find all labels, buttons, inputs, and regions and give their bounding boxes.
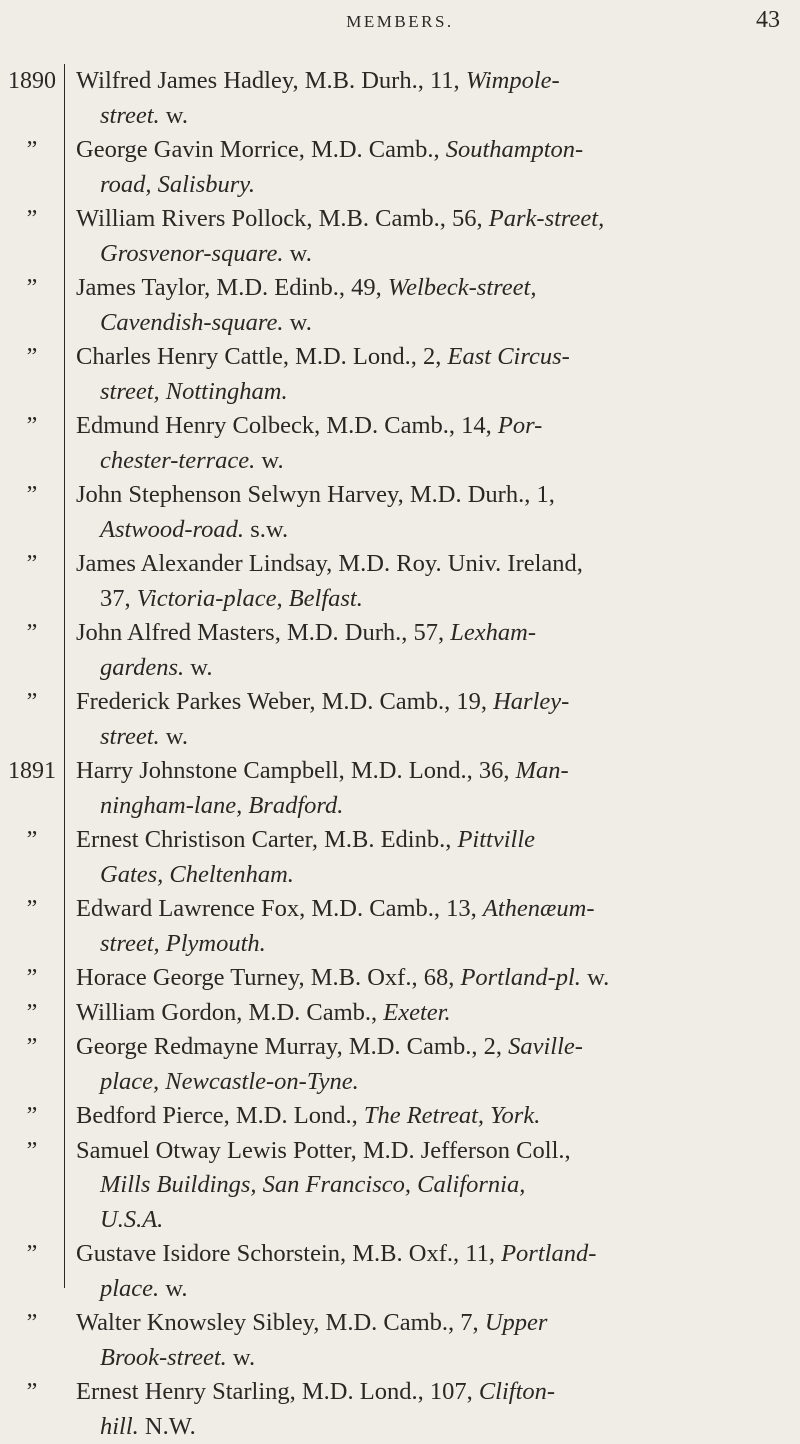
member-name: James Taylor, M.D. Edinb., 49, — [76, 274, 382, 301]
member-entry — [0, 133, 800, 202]
member-text — [76, 1306, 781, 1375]
member-address: Saville- — [508, 1033, 583, 1060]
member-address: Wimpole- — [466, 67, 560, 94]
member-text — [76, 340, 781, 409]
election-year: ” — [0, 409, 64, 444]
entry-line — [76, 996, 781, 1031]
member-text — [76, 409, 781, 478]
member-name: George Redmayne Murray, M.D. Camb., 2, — [76, 1033, 502, 1060]
member-text — [76, 547, 781, 616]
election-year: ” — [0, 823, 64, 858]
entry-line — [76, 237, 781, 272]
postal-district: w. — [581, 964, 609, 991]
postal-district: N.W. — [139, 1413, 196, 1440]
member-entry — [0, 271, 800, 340]
election-year: ” — [0, 1306, 64, 1341]
member-name: Harry Johnstone Campbell, M.D. Lond., 36, — [76, 757, 509, 784]
entry-line — [76, 444, 781, 479]
member-address-continued: gardens. — [100, 654, 184, 681]
election-year: ” — [0, 1099, 64, 1134]
member-address: Pittville — [457, 826, 535, 853]
member-address: The Retreat, York. — [364, 1102, 541, 1129]
member-address-continued: Brook-street. — [100, 1344, 227, 1371]
entry-line — [76, 616, 781, 651]
member-address-continued: Astwood-road. — [100, 516, 244, 543]
entry-line — [76, 582, 781, 617]
member-entry — [0, 1030, 800, 1099]
entry-line — [76, 823, 781, 858]
entry-line — [76, 892, 781, 927]
member-address: Clifton- — [479, 1378, 555, 1405]
page-number: 43 — [756, 7, 780, 34]
entry-line — [76, 858, 781, 893]
entry-line — [76, 133, 781, 168]
member-address: Portland-pl. — [460, 964, 580, 991]
member-list — [0, 64, 800, 1444]
member-address: Welbeck-street, — [388, 274, 537, 301]
entry-line — [76, 1065, 781, 1100]
member-address: Por- — [498, 412, 542, 439]
entry-line — [76, 340, 781, 375]
member-entry — [0, 996, 800, 1031]
member-text — [76, 961, 781, 996]
member-name: Ernest Henry Starling, M.D. Lond., 107, — [76, 1378, 473, 1405]
member-address-continued: Mills Buildings, San Francisco, California, — [100, 1171, 525, 1198]
member-text — [76, 1375, 781, 1444]
member-address-continued: street, Nottingham. — [100, 378, 288, 405]
member-text — [76, 271, 781, 340]
entry-line — [76, 1237, 781, 1272]
election-year: ” — [0, 340, 64, 375]
member-text — [76, 616, 781, 685]
member-address-continued: street. — [100, 102, 160, 129]
member-address-continued: Gates, Cheltenham. — [100, 861, 294, 888]
entry-line — [76, 927, 781, 962]
member-name: William Rivers Pollock, M.B. Camb., 56, — [76, 205, 483, 232]
entry-line — [76, 375, 781, 410]
member-name: Bedford Pierce, M.D. Lond., — [76, 1102, 358, 1129]
member-entry — [0, 547, 800, 616]
member-name: Edmund Henry Colbeck, M.D. Camb., 14, — [76, 412, 492, 439]
entry-line — [76, 720, 781, 755]
entry-line — [76, 1272, 781, 1307]
entry-line — [76, 1030, 781, 1065]
postal-district: w. — [283, 240, 311, 267]
member-address-continued: Grosvenor-square. — [100, 240, 283, 267]
member-address: Harley- — [493, 688, 569, 715]
election-year: ” — [0, 685, 64, 720]
member-name: Wilfred James Hadley, M.B. Durh., 11, — [76, 67, 460, 94]
member-address-continued: place, Newcastle-on-Tyne. — [100, 1068, 359, 1095]
postal-district: s.w. — [244, 516, 288, 543]
member-address: Park-street, — [489, 205, 604, 232]
member-entry — [0, 823, 800, 892]
member-text — [76, 892, 781, 961]
member-text — [76, 478, 781, 547]
member-address-continued: road, Salisbury. — [100, 171, 255, 198]
member-entry — [0, 961, 800, 996]
member-name: George Gavin Morrice, M.D. Camb., — [76, 136, 440, 163]
member-name: Walter Knowsley Sibley, M.D. Camb., 7, — [76, 1309, 479, 1336]
entry-line — [76, 547, 781, 582]
postal-district: w. — [160, 102, 188, 129]
member-address-continued: chester-terrace. — [100, 447, 255, 474]
entry-line — [76, 1341, 781, 1376]
entry-line — [76, 1134, 781, 1169]
running-title: MEMBERS. — [0, 12, 800, 32]
member-address-continued: place. — [100, 1275, 159, 1302]
election-year: 1891 — [0, 754, 64, 789]
entry-line — [76, 685, 781, 720]
member-entry — [0, 754, 800, 823]
postal-district: w. — [160, 723, 188, 750]
election-year: ” — [0, 202, 64, 237]
entry-line — [76, 1168, 781, 1203]
member-name: John Alfred Masters, M.D. Durh., 57, — [76, 619, 444, 646]
entry-line — [76, 409, 781, 444]
member-entry — [0, 340, 800, 409]
member-entry — [0, 202, 800, 271]
election-year: ” — [0, 1375, 64, 1410]
entry-line — [76, 754, 781, 789]
member-name: William Gordon, M.D. Camb., — [76, 999, 377, 1026]
entry-line — [76, 513, 781, 548]
member-address: Exeter. — [383, 999, 450, 1026]
postal-district: w. — [284, 309, 312, 336]
member-text — [76, 1099, 781, 1134]
member-address-continued: 37, — [100, 585, 131, 612]
member-entry — [0, 478, 800, 547]
member-address-continued: street, Plymouth. — [100, 930, 266, 957]
entry-line — [76, 168, 781, 203]
member-entry — [0, 1099, 800, 1134]
postal-district: w. — [255, 447, 283, 474]
entry-line — [76, 1099, 781, 1134]
postal-district: w. — [159, 1275, 187, 1302]
member-text — [76, 202, 781, 271]
member-text — [76, 996, 781, 1031]
member-address-continued: street. — [100, 723, 160, 750]
entry-line — [76, 961, 781, 996]
member-entry — [0, 616, 800, 685]
member-text — [76, 1134, 781, 1238]
member-address: Lexham- — [450, 619, 536, 646]
member-entry — [0, 64, 800, 133]
entry-line — [76, 1410, 781, 1444]
member-text — [76, 133, 781, 202]
entry-line — [76, 1375, 781, 1410]
member-name: John Stephenson Selwyn Harvey, M.D. Durh., 1, — [76, 481, 555, 508]
member-address: Portland- — [501, 1240, 596, 1267]
member-address-continued: U.S.A. — [100, 1206, 163, 1233]
member-text — [76, 64, 781, 133]
entry-line — [76, 1306, 781, 1341]
entry-line — [76, 651, 781, 686]
postal-district: w. — [227, 1344, 255, 1371]
entry-line — [76, 202, 781, 237]
election-year: 1890 — [0, 64, 64, 99]
member-entry — [0, 892, 800, 961]
member-address: Upper — [485, 1309, 548, 1336]
election-year: ” — [0, 616, 64, 651]
entry-line — [76, 1203, 781, 1238]
member-name: Horace George Turney, M.B. Oxf., 68, — [76, 964, 454, 991]
member-name: Frederick Parkes Weber, M.D. Camb., 19, — [76, 688, 487, 715]
entry-line — [76, 306, 781, 341]
member-entry — [0, 1134, 800, 1238]
member-name: James Alexander Lindsay, M.D. Roy. Univ. Ireland, — [76, 550, 583, 577]
member-address: Athenæum- — [483, 895, 595, 922]
election-year: ” — [0, 271, 64, 306]
member-address: East Circus- — [448, 343, 570, 370]
election-year: ” — [0, 996, 64, 1031]
postal-district: w. — [184, 654, 212, 681]
election-year: ” — [0, 1030, 64, 1065]
member-address-continued: ningham-lane, Bradford. — [100, 792, 343, 819]
election-year: ” — [0, 1237, 64, 1272]
entry-line — [76, 64, 781, 99]
election-year: ” — [0, 133, 64, 168]
member-entry — [0, 1375, 800, 1444]
postal-district: Victoria-place, Belfast. — [131, 585, 363, 612]
member-text — [76, 685, 781, 754]
member-name: Edward Lawrence Fox, M.D. Camb., 13, — [76, 895, 477, 922]
election-year: ” — [0, 961, 64, 996]
member-name: Ernest Christison Carter, M.B. Edinb., — [76, 826, 451, 853]
member-address-continued: Cavendish-square. — [100, 309, 284, 336]
entry-line — [76, 478, 781, 513]
election-year: ” — [0, 478, 64, 513]
member-name: Gustave Isidore Schorstein, M.B. Oxf., 11, — [76, 1240, 495, 1267]
member-text — [76, 1030, 781, 1099]
member-text — [76, 1237, 781, 1306]
member-entry — [0, 685, 800, 754]
page-header — [0, 0, 800, 48]
member-text — [76, 754, 781, 823]
member-text — [76, 823, 781, 892]
member-address-continued: hill. — [100, 1413, 139, 1440]
member-address: Southampton- — [446, 136, 583, 163]
member-entry — [0, 1237, 800, 1306]
member-entry — [0, 1306, 800, 1375]
member-entry — [0, 409, 800, 478]
election-year: ” — [0, 547, 64, 582]
entry-line — [76, 99, 781, 134]
entry-line — [76, 271, 781, 306]
member-name: Samuel Otway Lewis Potter, M.D. Jefferson Coll., — [76, 1137, 571, 1164]
election-year: ” — [0, 892, 64, 927]
member-name: Charles Henry Cattle, M.D. Lond., 2, — [76, 343, 441, 370]
entry-line — [76, 789, 781, 824]
member-address: Man- — [516, 757, 569, 784]
election-year: ” — [0, 1134, 64, 1169]
